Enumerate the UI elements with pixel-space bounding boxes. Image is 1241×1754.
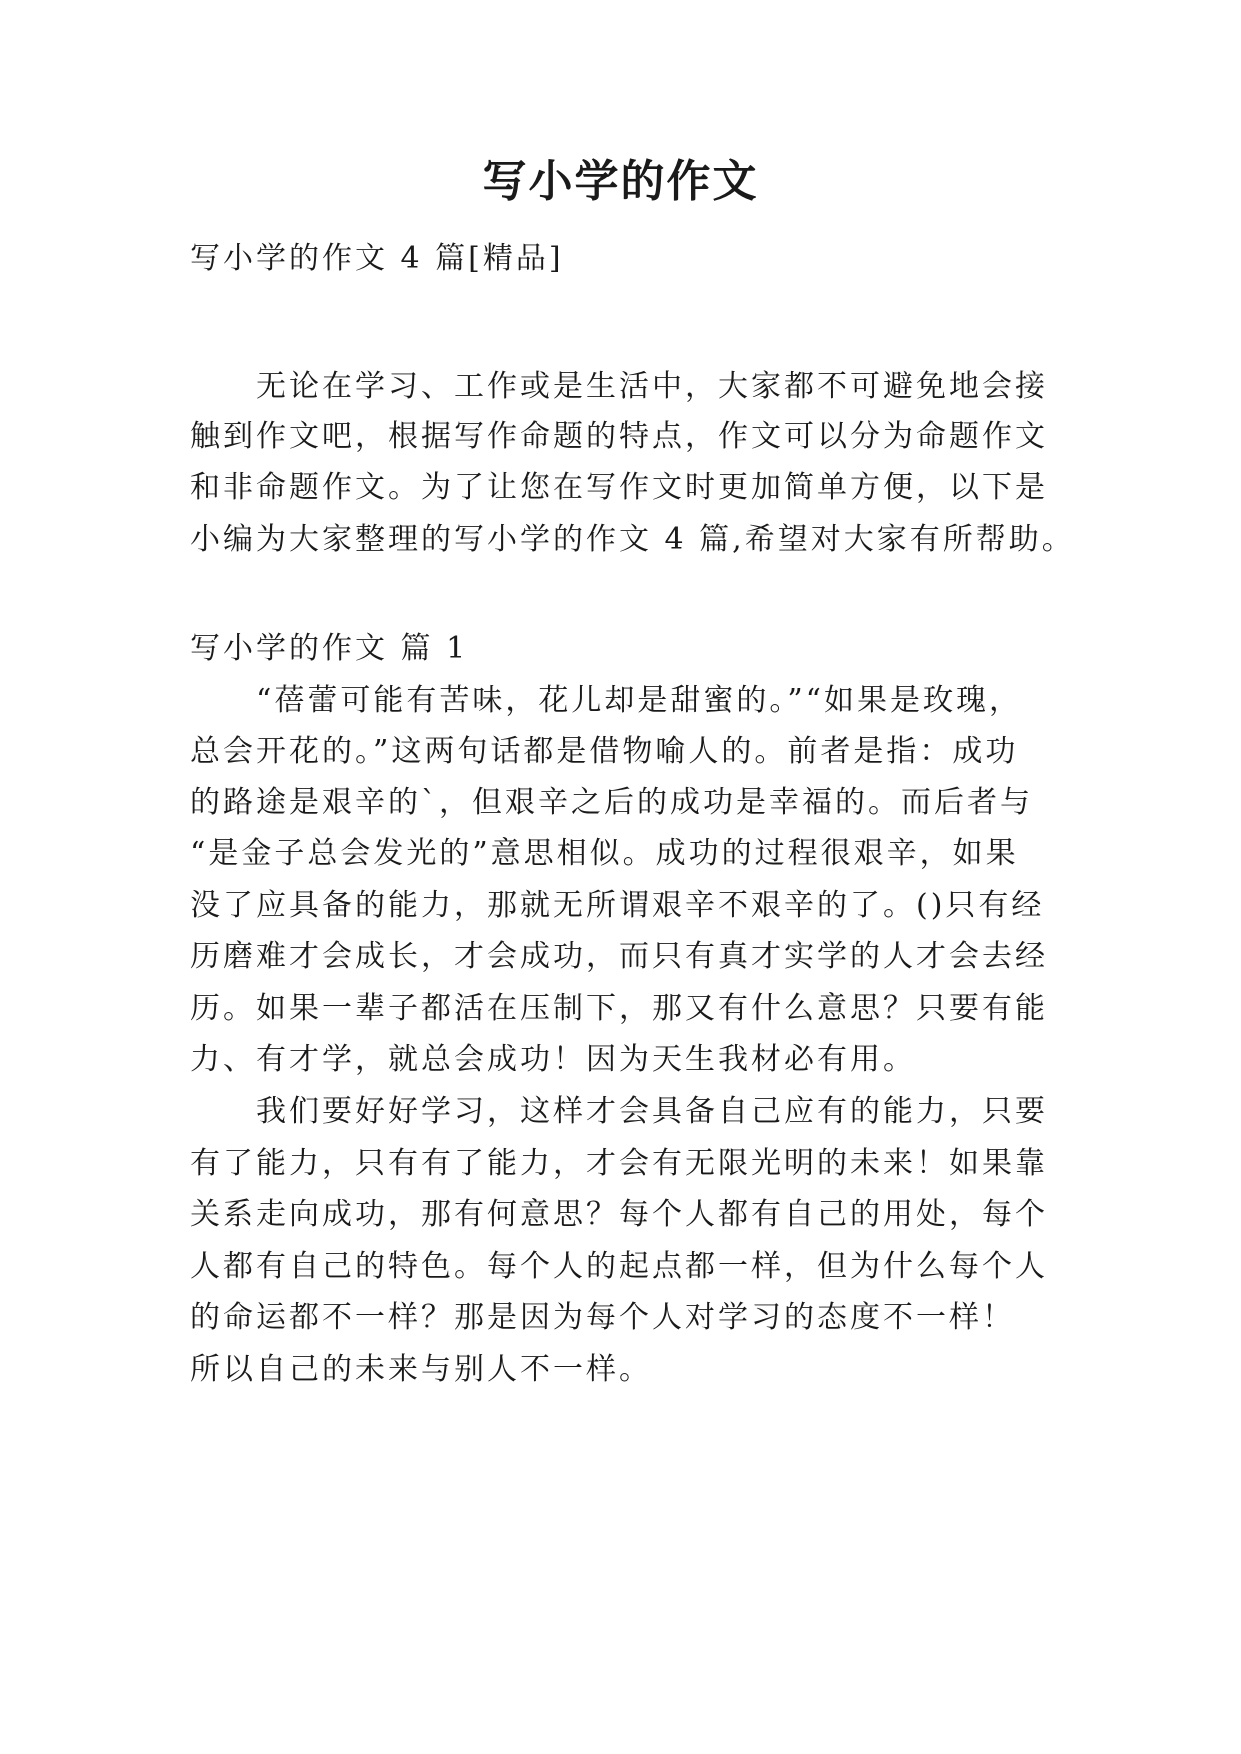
body-line: 没了应具备的能力，那就无所谓艰辛不艰辛的了。()只有经 xyxy=(190,888,1045,923)
intro-line: 小编为大家整理的写小学的作文 4 篇,希望对大家有所帮助。 xyxy=(190,522,1075,557)
body-line: 历。如果一辈子都活在压制下，那又有什么意思？只要有能 xyxy=(190,991,1048,1026)
body-line: 总会开花的。”这两句话都是借物喻人的。前者是指：成功 xyxy=(190,734,1019,769)
intro-line: 和非命题作文。为了让您在写作文时更加简单方便，以下是 xyxy=(190,470,1048,505)
body-line: 力、有才学，就总会成功！因为天生我材必有用。 xyxy=(190,1042,916,1077)
body-line: 人都有自己的特色。每个人的起点都一样，但为什么每个人 xyxy=(190,1249,1048,1284)
section-heading: 写小学的作文 篇 1 xyxy=(190,631,469,666)
document-subtitle: 写小学的作文 4 篇[精品] xyxy=(190,241,564,276)
intro-line: 无论在学习、工作或是生活中，大家都不可避免地会接 xyxy=(190,369,1048,404)
body-line: 关系走向成功，那有何意思？每个人都有自己的用处，每个 xyxy=(190,1197,1048,1232)
body-line: 的路途是艰辛的`，但艰辛之后的成功是幸福的。而后者与 xyxy=(190,785,1033,820)
body-line: “蓓蕾可能有苦味，花儿却是甜蜜的。”“如果是玫瑰， xyxy=(190,683,1023,718)
body-line: 的命运都不一样？那是因为每个人对学习的态度不一样！ xyxy=(190,1300,1015,1335)
document-title: 写小学的作文 xyxy=(482,156,759,207)
body-line: 所以自己的未来与别人不一样。 xyxy=(190,1352,652,1387)
intro-line: 触到作文吧，根据写作命题的特点，作文可以分为命题作文 xyxy=(190,419,1048,454)
body-line: “是金子总会发光的”意思相似。成功的过程很艰辛，如果 xyxy=(190,836,1019,871)
body-line: 我们要好好学习，这样才会具备自己应有的能力，只要 xyxy=(190,1094,1048,1129)
body-line: 有了能力，只有有了能力，才会有无限光明的未来！如果靠 xyxy=(190,1146,1048,1181)
body-line: 历磨难才会成长，才会成功，而只有真才实学的人才会去经 xyxy=(190,939,1048,974)
